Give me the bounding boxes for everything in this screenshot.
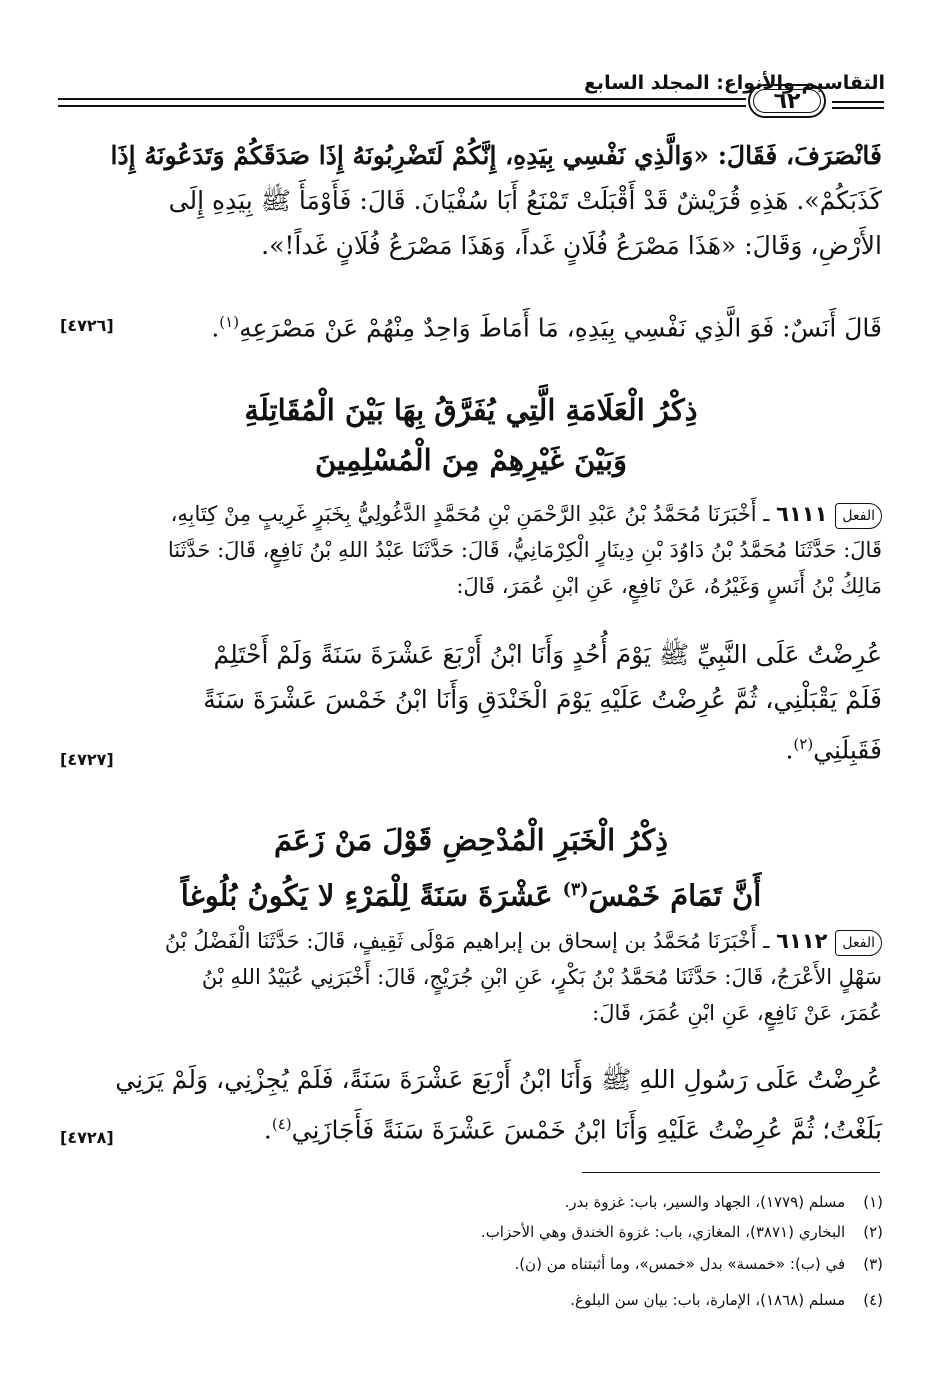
text-line: كَذَبَكُمْ». هَذِهِ قُرَيْشٌ قَدْ أَقْبَلَتْ تَمْنَعُ أَبَا سُفْيَانَ. قَالَ: فَأَوْمَأَ ﷺ بِيَدِهِ إِلَى [168,186,882,215]
isnad-text: ـ أَخْبَرَنَا مُحَمَّدُ بن إسحاق بن إبراهيم مَوْلَى ثَقِيفٍ، قَالَ: حَدَّثَنَا الْفَضْلُ بْنُ [164,929,770,953]
footnote [63,1254,883,1274]
header-ornament-rule [832,107,884,109]
matn-text: فَقَبِلَنِي [813,735,882,765]
matn-line: عُرِضْتُ عَلَى النَّبِيِّ ﷺ يَوْمَ أُحُدٍ وَأَنَا ابْنُ أَرْبَعَ عَشْرَةَ سَنَةً وَلَمْ أَحْتَلِمْ [213,640,882,669]
heading-line: ذِكْرُ الْخَبَرِ الْمُدْحِضِ قَوْلَ مَنْ زَعَمَ [273,823,669,857]
hadith-matn [60,632,882,772]
isnad-line-1 [60,496,882,532]
chapter-heading [60,385,882,485]
isnad-line: سَهْلٍ الأَعْرَجُ، قَالَ: حَدَّثَنَا مُحَمَّدُ بْنُ بَكْرٍ، عَنِ ابْنِ جُرَيْجٍ، قَالَ: أَخْبَرَنِي عُبَيْدُ اللهِ بْنُ [201,965,882,989]
footnote [63,1192,883,1212]
hadith-isnad [60,923,882,1031]
footnote-index: (٣) [863,1255,883,1273]
isnad-line: مَالِكُ بْنُ أَنَسٍ وَغَيْرُهُ، عَنْ نَافِعٍ، عَنِ ابْنِ عُمَرَ، قَالَ: [456,574,882,598]
footnote [63,1222,883,1242]
matn-line-last: بَلَغْتُ؛ ثُمَّ عُرِضْتُ عَلَيْهِ وَأَنَا ابْنُ خَمْسَ عَشْرَةَ سَنَةً فَأَجَازَنِي$^{(٤)}$. [263,1115,882,1145]
heading-line: ذِكْرُ الْعَلَامَةِ الَّتِي يُفَرَّقُ بِهَا بَيْنَ الْمُقَاتِلَةِ [244,393,698,427]
hadith-type-tag: الفعل [835,503,882,529]
footnote-index: (٢) [863,1223,883,1241]
matn-line: فَلَمْ يَقْبَلْنِي، ثُمَّ عُرِضْتُ عَلَيْهِ يَوْمَ الْخَنْدَقِ وَأَنَا ابْنُ خَمْسَ عَشْرَةَ سَنَةً [203,685,882,714]
footnote-marker: (٤) [271,1115,292,1133]
matn-line: عُرِضْتُ عَلَى رَسُولِ اللهِ ﷺ وَأَنَا ابْنُ أَرْبَعَ عَشْرَةَ سَنَةً، فَلَمْ يُجِزْنِي، وَلَمْ يَرَنِي [115,1065,882,1094]
hadith-reference-number: [٤٧٢٧] [60,750,114,769]
isnad-line: قَالَ: حَدَّثَنَا مُحَمَّدُ بْنُ دَاوُدَ بْنِ دِينَارٍ الْكِرْمَانِيُّ، قَالَ: حَدَّثَنَا عَبْدُ اللهِ بْنُ نَافِعٍ، قَالَ: حَدَّثَنَا [167,538,882,562]
hadith-number: ٦١١٢ [776,929,828,953]
footnote-index: (٤) [863,1291,883,1309]
hadith-number: ٦١١١ [776,502,828,526]
footnote-marker: (٢) [793,735,814,753]
matn-line-last: فَقَبِلَنِي$^{(٢)}$. [785,735,882,765]
hadith-reference-number: [٤٧٢٨] [60,1128,114,1147]
header-rule [58,98,746,100]
footnote-marker: (٣) [562,880,589,900]
footnote-text: في (ب): «خمسة» بدل «خمس»، وما أثبتناه من (ن). [514,1255,846,1273]
continuation-paragraph [60,133,882,268]
text-line: فَانْصَرَفَ، فَقَالَ: «وَالَّذِي نَفْسِي بِيَدِهِ، إِنَّكُمْ لَتَضْرِبُونَهُ إِذَا صَدَقَكُمْ وَتَدَعُونَهُ إِذَا [110,141,882,170]
page-number [748,84,826,118]
matn-text: بَلَغْتُ؛ ثُمَّ عُرِضْتُ عَلَيْهِ وَأَنَا ابْنُ خَمْسَ عَشْرَةَ سَنَةً فَأَجَازَنِي [291,1115,882,1145]
chapter-heading [60,815,882,921]
footnote [63,1290,883,1310]
footnote-text: مسلم (١٨٦٨)، الإمارة، باب: بيان سن البلوغ. [570,1291,846,1309]
anas-statement: قَالَ أَنَسٌ: فَوَ الَّذِي نَفْسِي بِيَدِهِ، مَا أَمَاطَ وَاحِدٌ مِنْهُمْ عَنْ مَصْرَعِهِ$^{(١)}$. [211,313,882,343]
isnad-text: ـ أَخْبَرَنَا مُحَمَّدُ بْنُ عَبْدِ الرَّحْمَنِ بْنِ مُحَمَّدٍ الدَّغُولِيُّ بِخَبَرٍ غَرِيبٍ مِنْ كِتَابِهِ، [170,502,770,526]
text-line: الأَرْضِ، وَقَالَ: «هَذَا مَصْرَعُ فُلَانٍ غَداً، وَهَذَا مَصْرَعُ فُلَانٍ غَداً!». [261,231,882,260]
footnote-text: البخاري (٣٨٧١)، المغازي، باب: غزوة الخندق وهي الأحزاب. [480,1223,846,1241]
hadith-type-tag: الفعل [835,930,882,956]
heading-line: وَبَيْنَ غَيْرِهِمْ مِنَ الْمُسْلِمِينَ [314,443,628,477]
text-line: قَالَ أَنَسٌ: فَوَ الَّذِي نَفْسِي بِيَدِهِ، مَا أَمَاطَ وَاحِدٌ مِنْهُمْ عَنْ مَصْرَعِهِ [239,313,882,343]
running-header-title: التقاسيم والأنواع: المجلد السابع [583,72,885,94]
header-ornament-rule [832,101,884,103]
footnote-index: (١) [863,1193,883,1211]
hadith-isnad [60,496,882,604]
hadith-reference-number: [٤٧٢٦] [60,316,114,335]
header-rule [58,105,746,107]
heading-text: عَشْرَةَ سَنَةً لِلْمَرْءِ لا يَكُونُ بُلُوغاً [180,878,553,913]
footnote-marker: (١) [219,313,240,331]
hadith-matn [60,1057,882,1152]
isnad-line-1 [60,923,882,959]
heading-line-2 [60,865,882,921]
isnad-line: عُمَرَ، عَنْ نَافِعٍ، عَنِ ابْنِ عُمَرَ، قَالَ: [592,1001,882,1025]
footnote-separator [582,1172,880,1173]
heading-text: أَنَّ تَمَامَ خَمْسَ [588,878,762,913]
footnote-text: مسلم (١٧٧٩)، الجهاد والسير، باب: غزوة بدر. [564,1193,846,1211]
page-number-text: ٦٢ [773,88,801,114]
